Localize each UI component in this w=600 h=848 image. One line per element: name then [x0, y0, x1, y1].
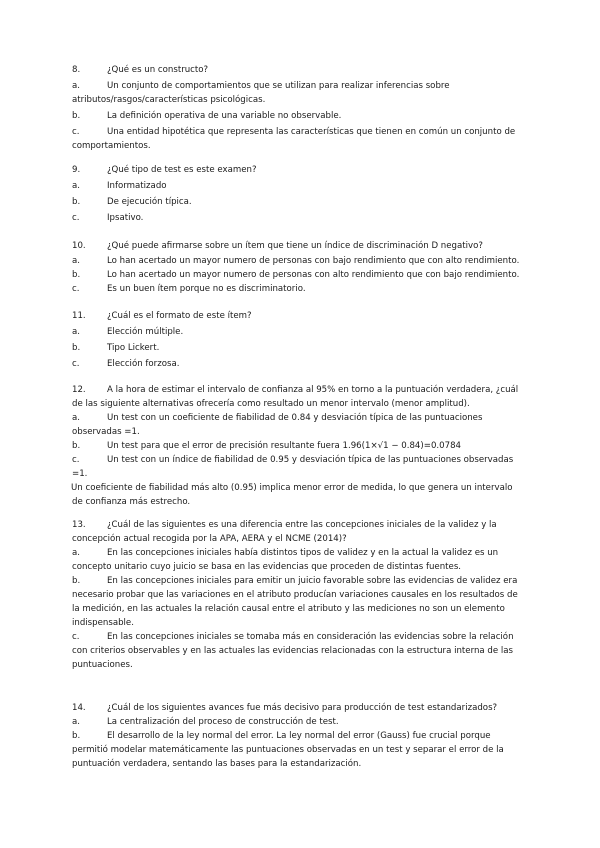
option-text: Es un buen ítem porque no es discriminatorio. — [107, 284, 306, 294]
question-stem: A la hora de estimar el intervalo de confianza al 95% en torno a la puntuación verdadera, ¿cuál — [107, 385, 519, 395]
option-text-cont: puntuación verdadera, sentando las bases para la estandarización. — [72, 759, 362, 769]
question-stem: ¿Cuál es el formato de este ítem? — [107, 311, 252, 321]
option-letter: b. — [72, 343, 81, 353]
question-number: 9. — [72, 165, 81, 175]
option-text: Lo han acertado un mayor numero de personas con alto rendimiento que con bajo rendimiento. — [107, 270, 520, 280]
option-letter: c. — [72, 284, 80, 294]
option-letter: a. — [72, 256, 80, 266]
option-text-cont: comportamientos. — [72, 141, 151, 151]
option-text-cont: permitió modelar matemáticamente las puntuaciones observadas en un test y separar el error de la — [72, 745, 504, 755]
question-stem-cont: de las siguiente alternativas ofrecería como resultado un menor intervalo (menor amplitud). — [72, 399, 470, 409]
option-text: De ejecución típica. — [107, 197, 192, 207]
option-text-cont: =1. — [72, 469, 88, 479]
question-stem: ¿Qué es un constructo? — [107, 65, 209, 75]
option-text: Tipo Lickert. — [107, 343, 160, 353]
option-letter: b. — [72, 731, 81, 741]
question-number: 12. — [72, 385, 86, 395]
option-text: Ipsativo. — [107, 213, 144, 223]
option-text: Un test para que el error de precisión resultante fuera 1.96(1×√1 − 0.84)=0.0784 — [107, 441, 462, 451]
option-letter: c. — [72, 359, 80, 369]
option-text: Un test con un coeficiente de fiabilidad de 0.84 y desviación típica de las puntuaciones — [107, 413, 483, 423]
option-text: En las concepciones iniciales para emitir un juicio favorable sobre las evidencias de validez era — [107, 576, 518, 586]
question-number: 13. — [72, 520, 86, 530]
option-text-cont: la medición, en las actuales la relación causal entre el atributo y las mediciones no son un elemento — [72, 604, 505, 614]
answer-note-cont: de confianza más estrecho. — [72, 497, 191, 507]
answer-note: Un coeficiente de fiabilidad más alto (0.95) implica menor error de medida, lo que genera un intervalo — [71, 483, 513, 493]
option-text: Elección forzosa. — [107, 359, 180, 369]
question-9 — [72, 163, 542, 225]
question-10 — [72, 239, 542, 296]
option-text: En las concepciones iniciales había distintos tipos de validez y en la actual la validez es un — [107, 548, 499, 558]
option-text-cont: atributos/rasgos/características psicológicas. — [72, 95, 266, 105]
question-11 — [72, 309, 542, 371]
option-letter: b. — [72, 270, 81, 280]
option-text-cont: puntuaciones. — [72, 660, 133, 670]
option-letter: a. — [72, 413, 80, 423]
option-text: La definición operativa de una variable no observable. — [107, 111, 342, 121]
option-text: Un test con un índice de fiabilidad de 0.95 y desviación típica de las puntuaciones observadas — [107, 455, 514, 465]
option-letter: a. — [72, 548, 80, 558]
option-letter: a. — [72, 181, 80, 191]
option-text-cont: observadas =1. — [72, 427, 140, 437]
question-14 — [72, 701, 542, 771]
option-text-cont: necesario probar que las variaciones en el atributo producían variaciones causales en los resultados de — [72, 590, 518, 600]
option-text: Informatizado — [107, 181, 167, 191]
option-letter: b. — [72, 576, 81, 586]
option-text: La centralización del proceso de construcción de test. — [107, 717, 339, 727]
option-letter: c. — [72, 127, 80, 137]
question-number: 11. — [72, 311, 86, 321]
question-stem: ¿Qué tipo de test es este examen? — [107, 165, 257, 175]
question-stem: ¿Cuál de las siguientes es una diferencia entre las concepciones iniciales de la validez y la — [107, 520, 497, 530]
option-text-cont: concepto unitario cuyo juicio se basa en las evidencias que proceden de distintas fuentes. — [72, 562, 462, 572]
option-text-cont: indispensable. — [72, 618, 134, 628]
option-letter: b. — [72, 111, 81, 121]
question-13 — [72, 518, 542, 672]
option-text: El desarrollo de la ley normal del error. La ley normal del error (Gauss) fue crucial porque — [107, 731, 491, 741]
option-letter: c. — [72, 455, 80, 465]
question-stem: ¿Qué puede afirmarse sobre un ítem que tiene un índice de discriminación D negativo? — [107, 241, 483, 251]
question-8 — [72, 63, 542, 153]
option-text: Un conjunto de comportamientos que se utilizan para realizar inferencias sobre — [107, 81, 450, 91]
option-text-cont: con criterios observables y en las actuales las evidencias relacionadas con la estructura interna de las — [72, 646, 514, 656]
option-letter: b. — [72, 441, 81, 451]
option-text: Lo han acertado un mayor numero de personas con bajo rendimiento que con alto rendimiento. — [107, 256, 520, 266]
option-letter: c. — [72, 632, 80, 642]
question-number: 14. — [72, 703, 86, 713]
option-letter: a. — [72, 717, 80, 727]
question-stem-cont: concepción actual recogida por la APA, AERA y el NCME (2014)? — [72, 534, 347, 544]
option-letter: a. — [72, 327, 80, 337]
option-text: En las concepciones iniciales se tomaba más en consideración las evidencias sobre la relación — [107, 632, 514, 642]
option-text: Una entidad hipotética que representa las características que tienen en común un conjunto de — [107, 127, 516, 137]
question-number: 10. — [72, 241, 86, 251]
option-letter: c. — [72, 213, 80, 223]
question-stem: ¿Cuál de los siguientes avances fue más decisivo para producción de test estandarizados? — [107, 703, 498, 713]
question-12 — [72, 383, 542, 509]
option-letter: b. — [72, 197, 81, 207]
option-text: Elección múltiple. — [107, 327, 184, 337]
option-letter: a. — [72, 81, 80, 91]
question-number: 8. — [72, 65, 81, 75]
